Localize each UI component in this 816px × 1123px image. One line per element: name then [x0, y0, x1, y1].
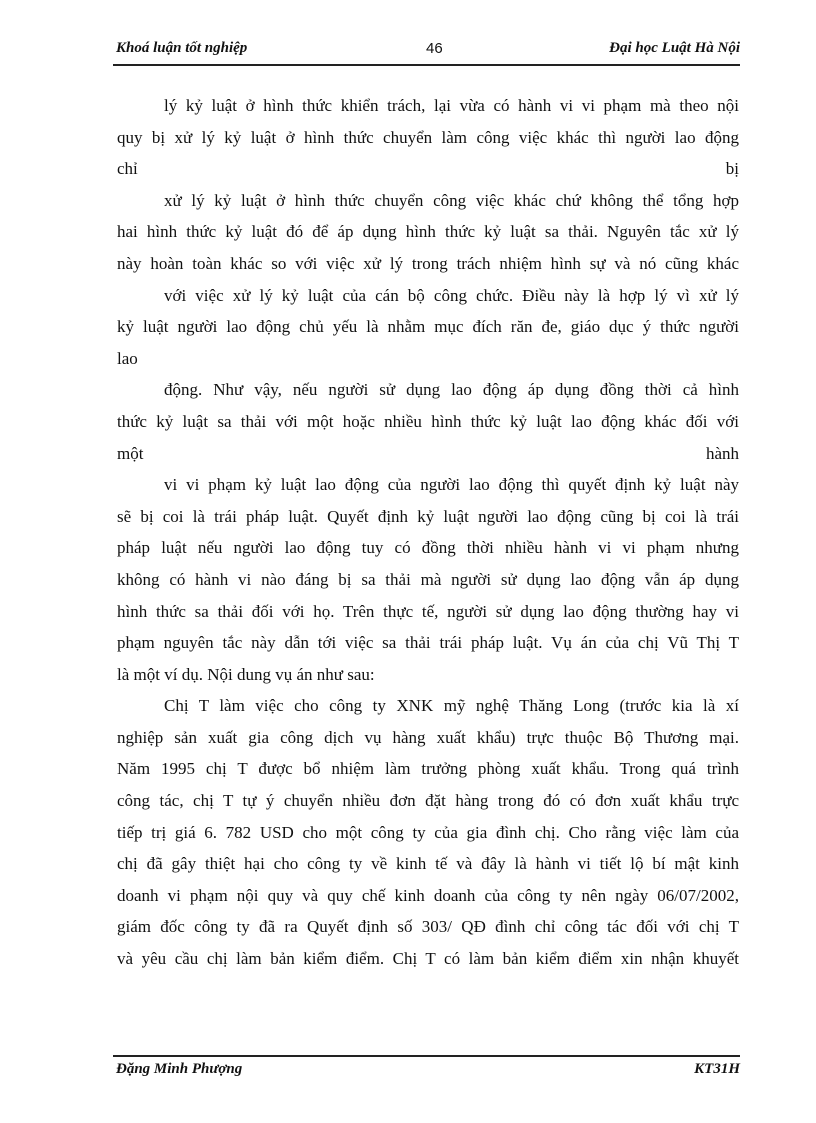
text-line-split — [117, 153, 739, 185]
text-line: công tác, chị T tự ý chuyển nhiều đơn đặt hàng trong đó có đơn xuất khẩu trực — [117, 791, 739, 811]
text-line: doanh vi phạm nội quy và quy chế kinh doanh của công ty nên ngày 06/07/2002, — [117, 885, 739, 905]
header-thesis-title: Khoá luận tốt nghiệp — [116, 40, 248, 56]
text-line: vi vi phạm kỷ luật lao động của người lao động thì quyết định kỷ luật này — [164, 475, 739, 495]
split-left: một — [117, 443, 144, 463]
text-line: hai hình thức kỷ luật đó để áp dụng hình thức kỷ luật sa thải. Nguyên tắc xử lý — [117, 222, 739, 242]
page-number: 46 — [426, 40, 443, 57]
text-line: kỷ luật người lao động chủ yếu là nhằm mục đích răn đe, giáo dục ý thức người — [117, 317, 739, 337]
header-university: Đại học Luật Hà Nội — [609, 40, 740, 56]
text-line: phạm nguyên tắc này dẫn tới việc sa thải trái pháp luật. Vụ án của chị Vũ Thị T — [117, 633, 739, 653]
text-line: và yêu cầu chị làm bản kiểm điểm. Chị T có làm bản kiểm điểm xin nhận khuyết — [117, 949, 739, 969]
text-line: Chị T làm việc cho công ty XNK mỹ nghệ Thăng Long (trước kia là xí — [164, 696, 739, 716]
split-right: bị — [725, 159, 739, 179]
text-line: lý kỷ luật ở hình thức khiển trách, lại vừa có hành vi vi phạm mà theo nội — [164, 96, 739, 115]
body-text — [117, 90, 739, 975]
text-line: pháp luật nếu người lao động tuy có đồng thời nhiều hành vi vi phạm nhưng — [117, 538, 739, 558]
text-line: tiếp trị giá 6. 782 USD cho một công ty của gia đình chị. Cho rằng việc làm của — [117, 822, 739, 842]
text-line: Năm 1995 chị T được bổ nhiệm làm trưởng phòng xuất khẩu. Trong quá trình — [117, 759, 739, 779]
text-line: quy bị xử lý kỷ luật ở hình thức chuyển làm công việc khác thì người lao động — [117, 127, 739, 147]
text-line: nghiệp sản xuất gia công dịch vụ hàng xuất khẩu) trực thuộc Bộ Thương mại. — [117, 727, 739, 747]
footer-author: Đặng Minh Phượng — [116, 1061, 243, 1077]
text-line: lao — [117, 348, 138, 368]
page-footer — [113, 1055, 740, 1077]
text-line: hình thức sa thải đối với họ. Trên thực tế, người sử dụng lao động thường hay vi — [117, 601, 739, 621]
text-line: không có hành vi nào đáng bị sa thải mà người sử dụng lao động vẫn áp dụng — [117, 569, 739, 589]
text-line: động. Như vậy, nếu người sử dụng lao động áp dụng đồng thời cả hình — [164, 380, 739, 400]
text-line: với việc xử lý kỷ luật của cán bộ công chức. Điều này là hợp lý vì xử lý — [164, 285, 739, 305]
text-line: chị đã gây thiệt hại cho công ty về kinh tế và đây là hành vi tiết lộ bí mật kinh — [117, 854, 739, 874]
text-line: xử lý kỷ luật ở hình thức chuyển công việc khác chứ không thể tổng hợp — [164, 190, 739, 210]
text-line: sẽ bị coi là trái pháp luật. Quyết định kỷ luật người lao động cũng bị coi là trái — [117, 506, 739, 526]
text-line-split — [117, 438, 739, 470]
page-header — [113, 36, 740, 66]
text-line: giám đốc công ty đã ra Quyết định số 303/ QĐ đình chỉ công tác đối với chị T — [117, 917, 739, 937]
text-line: này hoàn toàn khác so với việc xử lý trong trách nhiệm hình sự và nó cũng khác — [117, 253, 739, 273]
text-line: thức kỷ luật sa thải với một hoặc nhiều hình thức kỷ luật lao động khác đối với — [117, 411, 739, 431]
text-line: là một ví dụ. Nội dung vụ án như sau: — [117, 664, 375, 684]
split-right: hành — [705, 443, 739, 463]
split-left: chỉ — [117, 159, 138, 179]
footer-class-code: KT31H — [694, 1061, 740, 1077]
